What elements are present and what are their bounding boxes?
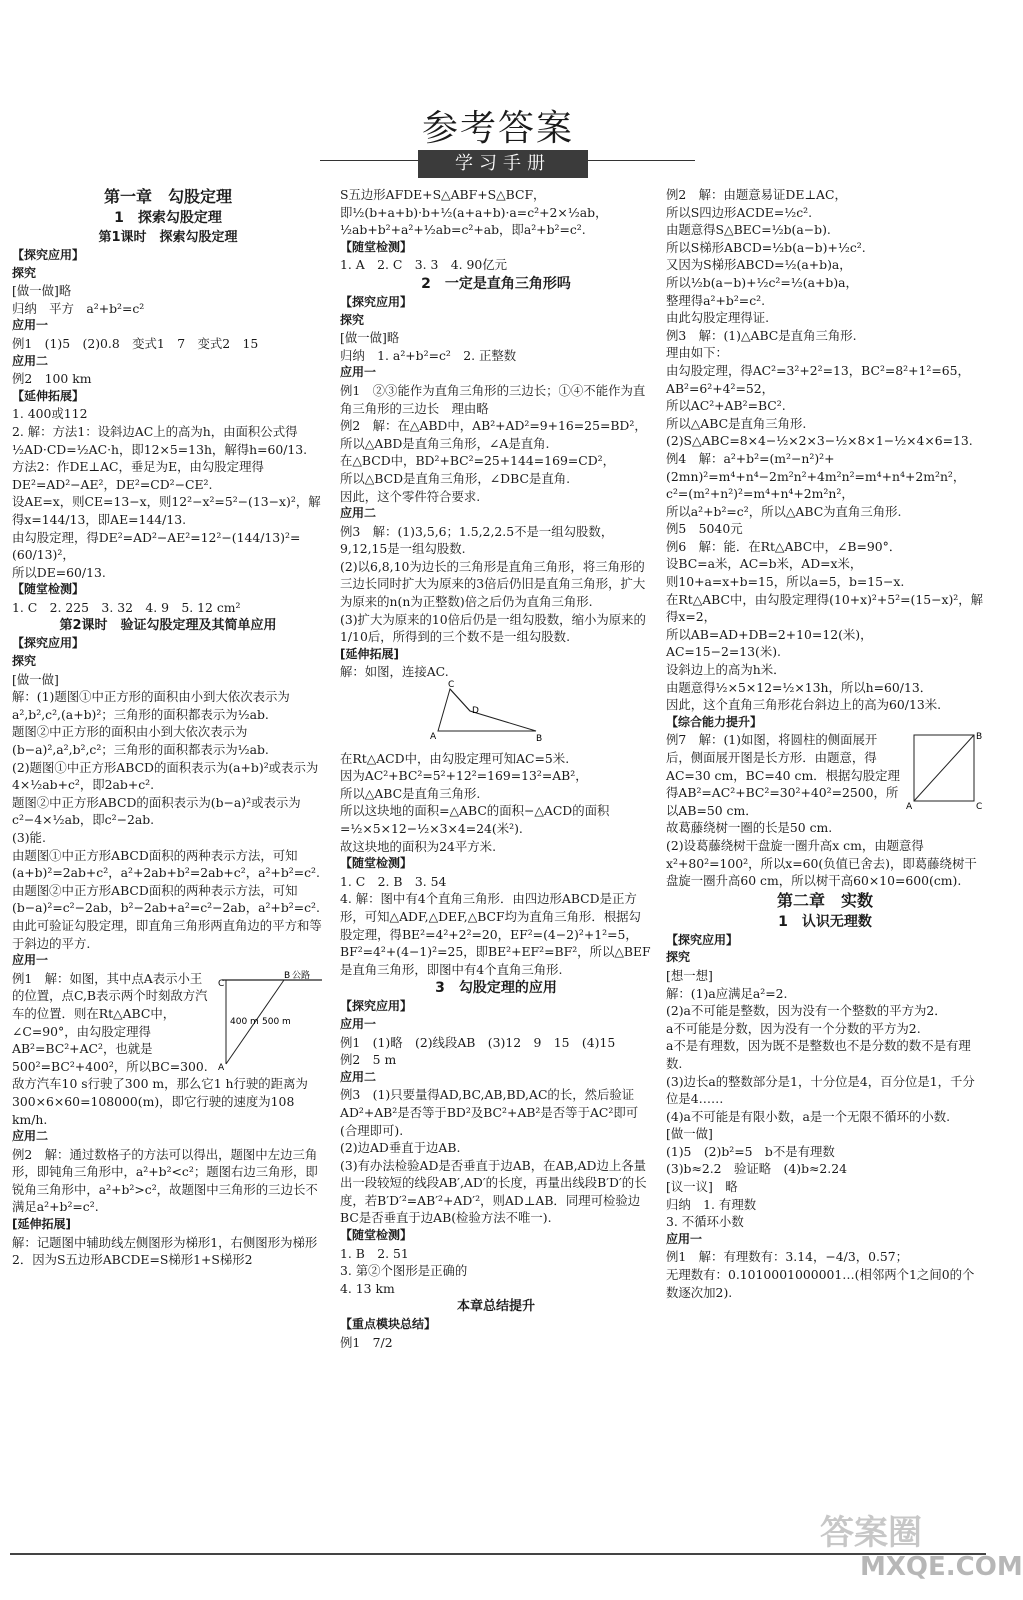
figure-label: C xyxy=(448,680,455,691)
column-1 xyxy=(12,186,324,1269)
answer-line: 例1 7/2 xyxy=(340,1335,393,1351)
section-label: 应用一 xyxy=(12,318,49,333)
answer-line: 题图②中正方形的面积由小到大依次表示为(b−a)²,a²,b²,c²；三角形的面积都表示为½ab. xyxy=(12,724,269,758)
section-label: 【探究应用】 xyxy=(340,999,413,1014)
figure-label: D xyxy=(472,706,479,717)
section-label: 【探究应用】 xyxy=(12,248,85,262)
answer-line: 2. 解：方法1：设斜边AC上的高为h，由面积公式得½AD·CD=½AC·h，即12×5=13h，解得h=60/13. xyxy=(12,423,308,457)
answer-line: 由此可验证勾股定理，即直角三角形两直角边的平方和等于斜边的平方. xyxy=(12,917,322,951)
answer-line: (3)有办法检验AD是否垂直于边AB，在AB,AD边上各量出一段较短的线段AB′,AD′的长度，再量出线段B′D′的长度，若B′D′²=AB′²+AD′²，则AD⊥AB．同理可检验边BC是否垂直于边AB(检验方法不唯一). xyxy=(340,1157,647,1226)
answer-line: 4. 13 km xyxy=(340,1280,395,1296)
answer-line: (2)设葛藤绕树干盘旋一圈升高x cm，由题意得x²+80²=100²，所以x=60(负值已舍去)，即葛藤绕树干盘旋一圈升高60 cm，所以树干高60×10=600(cm). xyxy=(666,837,977,889)
section-label: 应用二 xyxy=(12,353,49,368)
answer-line: 设斜边上的高为h米． xyxy=(666,662,786,678)
section-label: 应用二 xyxy=(340,506,377,521)
answer-line: 例2 解：在△ABD中，AB²+AD²=9+16=25=BD²， xyxy=(340,418,647,434)
section-label: 【综合能力提升】 xyxy=(666,714,763,729)
section-label: 应用一 xyxy=(340,1016,377,1031)
answer-line: 例2 5 m xyxy=(340,1052,397,1068)
answer-line: 设BC=a米，AC=b米，AD=x米， xyxy=(666,556,863,572)
answer-line: [想一想] xyxy=(666,967,713,983)
answer-line: 方法2：作DE⊥AC，垂足为E，由勾股定理得DE²=AD²−AE²，DE²=CD²−CE². xyxy=(12,459,264,492)
figure-road-diagram xyxy=(214,972,324,1072)
answer-line: [做一做]略 xyxy=(340,330,400,346)
answer-line: 所以AB=AD+DB=2+10=12(米)，AC=15−2=13(米). xyxy=(666,626,873,660)
section-label: 【探究应用】 xyxy=(12,636,85,651)
figure-label: A xyxy=(906,802,913,813)
section-label: 应用二 xyxy=(340,1069,377,1084)
section-label: 【延伸拓展】 xyxy=(12,388,85,403)
answer-line: 例2 解：通过数格子的方法可以得出，题图中左边三角形，即钝角三角形中，a²+b²<c²；题图右边三角形，即锐角三角形中，a²+b²>c²，故题图中三角形的三边长不满足a²+b²=c². xyxy=(12,1146,318,1215)
figure-label: A xyxy=(430,732,437,743)
answer-line: 例1 (1)略 (2)线段AB (3)12 9 15 (4)15 xyxy=(340,1034,616,1050)
answer-line: 无理数有：0.1010001000001…(相邻两个1之间0的个数逐次加2). xyxy=(666,1267,975,1300)
answer-line: 所以△ABC是直角三角形. xyxy=(340,785,481,801)
answer-line: 故这块地的面积为24平方米. xyxy=(340,838,497,854)
answer-line: a不可能是分数，因为没有一个分数的平方为2. xyxy=(666,1020,921,1036)
answer-line: 所以△BCD是直角三角形，∠DBC是直角. xyxy=(340,470,571,486)
answer-line: 4. 解：图中有4个直角三角形．由四边形ABCD是正方形，可知△ADF,△DEF,△BCF均为直角三角形．根据勾股定理，得BE²=4²+2²=20，EF²=(4−2)²+1²=5，BF²=4²+(4−1)²=25，即BE²+EF²=BF²，所以△BEF是直角三角形，即图中有4个直角三角形. xyxy=(340,891,651,977)
answer-line: [做一做] xyxy=(12,671,59,687)
answer-line: 所以△ABD是直角三角形，∠A是直角. xyxy=(340,435,550,451)
answer-line: 由此勾股定理得证. xyxy=(666,310,770,326)
answer-line: 所以△ABC是直角三角形. xyxy=(666,415,807,431)
answer-line: 故葛藤绕树一圈的长是50 cm. xyxy=(666,820,833,836)
figure-cylinder-unrolled xyxy=(906,731,984,811)
section-label: 探究 xyxy=(12,654,37,669)
answer-line: 归纳 1. 有理数 xyxy=(666,1196,757,1212)
answer-line: (3)b≈2.2 验证略 (4)b≈2.24 xyxy=(666,1161,847,1177)
answer-line: 又因为S梯形ABCD=½(a+b)a， xyxy=(666,257,852,273)
answer-line: 由勾股定理，得DE²=AD²−AE²=12²−(144/13)²=(60/13)²， xyxy=(12,529,301,563)
section-label: 探究 xyxy=(666,950,691,965)
answer-line: 在△BCD中，BD²+BC²=25+144=169=CD²， xyxy=(340,453,615,469)
answer-line: (2)S△ABC=8×4−½×2×3−½×8×1−½×4×6=13. xyxy=(666,433,973,449)
answer-line: 例5 5040元 xyxy=(666,521,743,537)
heading: 本章总结提升 xyxy=(456,1299,535,1315)
answer-line: 由题意得½×5×12=½×13h，所以h=60/13． xyxy=(666,679,933,695)
watermark-logo: 答案圈 xyxy=(820,1513,922,1553)
heading: 2 一定是直角三角形吗 xyxy=(421,275,571,292)
answer-line: 由勾股定理，得AC²=3²+2²=13，BC²=8²+1²=65，AB²=6²+4²=52， xyxy=(666,362,970,396)
answer-line: 例1 ②③能作为直角三角形的三边长；①④不能作为直角三角形的三边长 理由略 xyxy=(340,382,646,416)
answer-line: 由题图②中正方形ABCD面积的两种表示方法，可知(b−a)²=c²−2ab，b²−2ab+a²=c²−2ab，a²+b²=c². xyxy=(12,882,320,916)
column-2 xyxy=(340,186,652,1352)
section-label: 应用一 xyxy=(340,365,377,380)
answer-line: 所以DE=60/13. xyxy=(12,564,106,580)
answer-line: 题图②中正方形ABCD的面积表示为(b−a)²或表示为c²−4×½ab，即c²−2ab. xyxy=(12,794,301,828)
figure-label: A xyxy=(218,1062,225,1073)
answer-line: c²=(m²+n²)²=m⁴+n⁴+2m²n²， xyxy=(666,486,854,502)
section-label: 【随堂检测】 xyxy=(340,239,413,254)
answer-line: a不是有理数，因为既不是整数也不是分数的数不是有理数. xyxy=(666,1038,971,1071)
answer-line: 解：(1)题图①中正方形的面积由小到大依次表示为a²,b²,c²,(a+b)²；三角形的面积都表示为½ab. xyxy=(12,689,290,722)
page-title: 参考答案 xyxy=(421,108,574,149)
watermark-url: MXQE.COM xyxy=(860,1552,1023,1582)
figure-label: B xyxy=(284,970,291,981)
section-banner: 学习手册 xyxy=(418,150,588,178)
answer-line: 3. 第②个图形是正确的 xyxy=(340,1263,468,1279)
answer-line: 例3 (1)只要量得AD,BC,AB,BD,AC的长，然后验证AD²+AB²是否等于BD²及BC²+AB²是否等于AC²即可(合理即可). xyxy=(340,1087,639,1138)
section-label: 应用一 xyxy=(666,1231,703,1246)
answer-line: (3)能. xyxy=(12,830,46,845)
answer-line: 即½(b+a+b)·b+½(a+a+b)·a=c²+2×½ab，½ab+b²+a²+½ab=c²+ab，即a²+b²=c². xyxy=(340,204,608,238)
answer-line: [做一做]略 xyxy=(12,283,72,299)
answer-line: 例6 解：能．在Rt△ABC中，∠B=90°． xyxy=(666,538,902,554)
answer-line: 归纳 平方 a²+b²=c² xyxy=(12,300,145,316)
answer-line: 设AE=x，则CE=13−x，则12²−x²=5²−(13−x)²，解得x=144/13，即AE=144/13. xyxy=(12,494,321,527)
answer-line: 例1 (1)5 (2)0.8 变式1 7 变式2 15 xyxy=(12,335,259,351)
figure-label: 400 m xyxy=(230,1016,259,1027)
answer-line: 因此，这个零件符合要求. xyxy=(340,488,481,504)
figure-label: B xyxy=(976,732,983,743)
answer-line: S五边形AFDE+S△ABF+S△BCF， xyxy=(340,187,546,202)
answer-line: 因此，这个直角三角形花台斜边上的高为60/13米. xyxy=(666,697,942,713)
answer-line: 3. 不循环小数 xyxy=(666,1214,744,1230)
answer-line: 1. B 2. 51 xyxy=(340,1245,409,1261)
figure-quadrilateral xyxy=(340,681,652,745)
heading: 1 认识无理数 xyxy=(778,913,872,930)
answer-line: 理由如下： xyxy=(666,345,728,361)
answer-line: 由题意得S△BEC=½b(a−b). xyxy=(666,222,831,238)
section-label: 【随堂检测】 xyxy=(340,856,413,871)
section-label: 【探究应用】 xyxy=(340,294,413,309)
answer-line: 所以S四边形ACDE=½c². xyxy=(666,204,813,220)
answer-line: 归纳 1. a²+b²=c² 2. 正整数 xyxy=(340,347,517,363)
answer-line: 例1 解：如图，其中点A表示小王的位置，点C,B表示两个时刻敌方汽车的位置．则在Rt△ABC中，∠C=90°，由勾股定理得AB²=BC²+AC²，也就是500²=BC²+400²，所以BC=300. xyxy=(12,970,208,1074)
section-label: 【随堂检测】 xyxy=(12,582,85,597)
answer-line: (1)5 (2)b²=5 b不是有理数 xyxy=(666,1143,835,1159)
figure-label: B xyxy=(536,734,543,745)
heading: 第2课时 验证勾股定理及其简单应用 xyxy=(59,618,277,634)
answer-line: 由题图①中正方形ABCD面积的两种表示方法，可知(a+b)²=2ab+c²，a²+2ab+b²=2ab+c²，a²+b²=c². xyxy=(12,847,320,881)
answer-line: 所以½b(a−b)+½c²=½(a+b)a， xyxy=(666,274,858,290)
section-label: [延伸拓展] xyxy=(340,646,399,661)
answer-line: 整理得a²+b²=c². xyxy=(666,292,766,308)
answer-line: 例2 100 km xyxy=(12,371,92,387)
answer-line: 例3 解：(1)3,5,6；1.5,2,2.5不是一组勾股数，9,12,15是一组勾股数. xyxy=(340,523,614,557)
section-label: 【重点模块总结】 xyxy=(340,1317,437,1332)
answer-line: 在Rt△ACD中，由勾股定理可知AC=5米. xyxy=(340,750,570,766)
answer-line: 在Rt△ABC中，由勾股定理得(10+x)²+5²=(15−x)²，解得x=2， xyxy=(666,591,984,625)
answer-line: 所以这块地的面积=△ABC的面积−△ACD的面积=½×5×12−½×3×4=24(米²). xyxy=(340,803,610,836)
answer-line: 解：如图，连接AC. xyxy=(340,664,449,680)
answer-line: (2)边AD垂直于边AB. xyxy=(340,1140,461,1156)
answer-line: 例2 解：由题意易证DE⊥AC， xyxy=(666,187,847,202)
answer-line: 例3 解：(1)△ABC是直角三角形. xyxy=(666,327,857,343)
heading: 第一章 勾股定理 xyxy=(103,187,232,206)
answer-line: 1. C 2. 225 3. 32 4. 9 5. 12 cm² xyxy=(12,599,241,615)
section-label: 【探究应用】 xyxy=(666,932,739,947)
section-label: [延伸拓展] xyxy=(12,1217,71,1232)
answer-line: 1. C 2. B 3. 54 xyxy=(340,873,447,889)
answer-line: (2)a不可能是整数，因为没有一个整数的平方为2． xyxy=(666,1003,947,1019)
answer-line: 所以AC²+AB²=BC². xyxy=(666,398,786,414)
answer-line: 则10+a=x+b=15，所以a=5，b=15−x. xyxy=(666,574,905,590)
figure-label: 公路 xyxy=(292,970,311,981)
answer-line: 敌方汽车10 s行驶了300 m，那么它1 h行驶的距离为300×6×60=108000(m)，即它行驶的速度为108 km/h. xyxy=(12,1076,308,1127)
answer-line: 例1 解：有理数有：3.14，−4/3，0.57̇； xyxy=(666,1249,909,1265)
heading: 第1课时 探索勾股定理 xyxy=(98,230,238,245)
column-3 xyxy=(666,186,984,1301)
section-label: 应用二 xyxy=(12,1129,49,1144)
answer-line: (4)a不可能是有限小数，a是一个无限不循环的小数. xyxy=(666,1108,951,1124)
heading: 1 探索勾股定理 xyxy=(114,210,222,226)
answer-line: 1. 400或112 xyxy=(12,406,88,422)
section-label: 应用一 xyxy=(12,953,49,968)
answer-line: [做一做] xyxy=(666,1126,713,1142)
figure-label: 500 m xyxy=(262,1016,291,1027)
answer-line: 解：记题图中辅助线左侧图形为梯形1，右侧图形为梯形2．因为S五边形ABCDE=S梯形1+S梯形2 xyxy=(12,1234,318,1268)
answer-line: (3)边长a的整数部分是1，十分位是4，百分位是1，千分位是4…… xyxy=(666,1073,975,1107)
heading: 第二章 实数 xyxy=(776,890,873,910)
answer-line: 所以a²+b²=c²，所以△ABC为直角三角形. xyxy=(666,503,902,519)
answer-line: [议一议] 略 xyxy=(666,1179,738,1195)
answer-line: (2)以6,8,10为边长的三角形是直角三角形，将三角形的三边长同时扩大为原来的3倍后仍旧是直角三角形，扩大为原来的n(n为正整数)倍之后仍为直角三角形. xyxy=(340,558,646,610)
answer-line: 1. A 2. C 3. 3 4. 90亿元 xyxy=(340,257,508,273)
figure-label: C xyxy=(218,978,225,989)
figure-label: C xyxy=(976,802,983,813)
section-label: 探究 xyxy=(12,265,37,280)
answer-line: 例7 解：(1)如图，将圆柱的侧面展开后，侧面展开图是长方形．由题意，得AC=30 cm，BC=40 cm．根据勾股定理得AB²=AC²+BC²=30²+40²=2500，所以AB=50 cm． xyxy=(666,732,900,818)
answer-line: (3)扩大为原来的10倍后仍是一组勾股数，缩小为原来的1/10后，所得到的三个数不是一组勾股数. xyxy=(340,611,646,645)
answer-line: 解：(1)a应满足a²=2. xyxy=(666,985,788,1001)
section-label: 【随堂检测】 xyxy=(340,1228,413,1243)
section-label: 探究 xyxy=(340,312,365,327)
answer-line: 所以S梯形ABCD=½b(a−b)+½c². xyxy=(666,239,866,255)
answer-line: 例4 解：a²+b²=(m²−n²)²+(2mn)²=m⁴+n⁴−2m²n²+4m²n²=m⁴+n⁴+2m²n²， xyxy=(666,450,966,484)
heading: 3 勾股定理的应用 xyxy=(435,980,557,997)
answer-line: (2)题图①中正方形ABCD的面积表示为(a+b)²或表示为4×½ab+c²，即2ab+c². xyxy=(12,759,319,793)
answer-line: 因为AC²+BC²=5²+12²=169=13²=AB²， xyxy=(340,768,588,784)
